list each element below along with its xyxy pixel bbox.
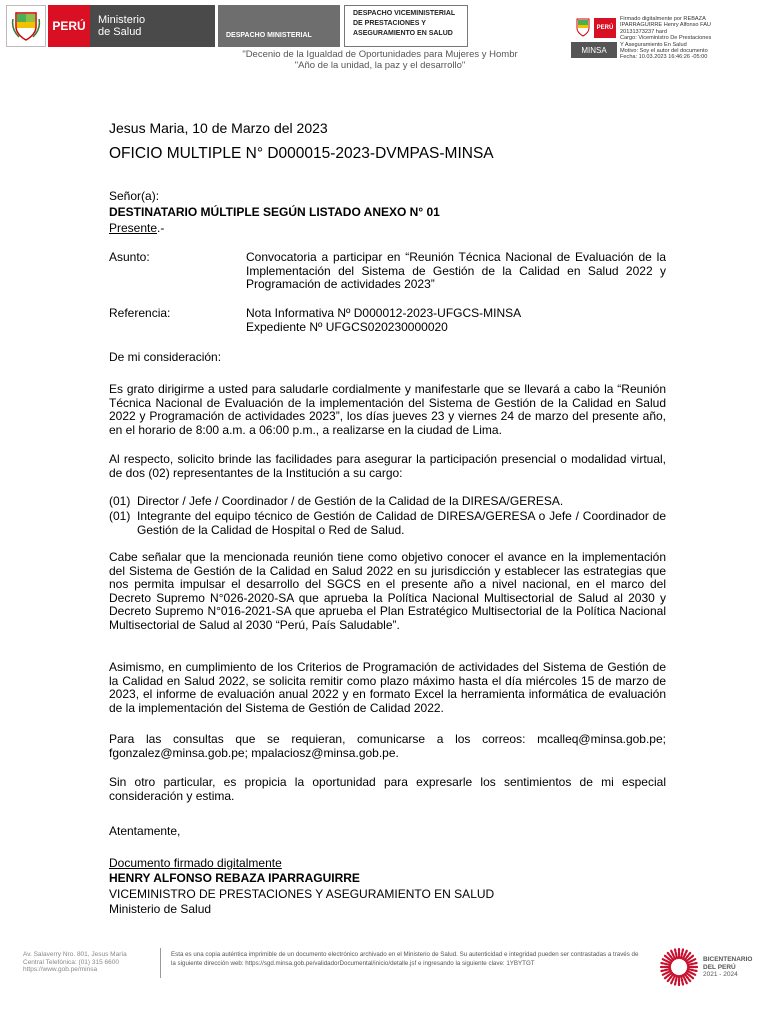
signature-line: Fecha: 10.03.2023 16:46:26 -05:00	[620, 54, 708, 61]
list-item-text: Integrante del equipo técnico de Gestión de Calidad de DIRESA/GERESA o Jefe / Coordinador de Gestión de la Calidad de Hospital o Red de Salud.	[137, 509, 666, 537]
presente-line	[109, 222, 164, 236]
referencia-line2: Expediente Nº UFGCS020230000020	[246, 320, 448, 334]
presente-suffix: .-	[157, 221, 165, 235]
signature-minsa-label: MINSA	[571, 42, 617, 58]
signature-peru-label: PERÚ	[594, 18, 616, 38]
closing: Atentamente,	[109, 824, 181, 838]
signature-details	[620, 16, 768, 61]
signature-line: IPARRAGUIRRE Henry Alfonso FAU	[620, 22, 711, 29]
salutation-senor: Señor(a):	[109, 189, 160, 203]
letter-date: Jesus Maria, 10 de Marzo del 2023	[109, 120, 328, 136]
paragraph-4: Asimismo, en cumplimiento de los Criterios de Programación de actividades del Sistema de Gestión de la Calidad en Salud 2022, se solicita remitir como plazo máximo hasta el día miércoles 15 de marzo de 2023, el informe de evaluación anual 2022 y en formato Excel la herramienta informática de evaluación de la implementación del Sistema de Gestión de Calidad 2022.	[109, 660, 666, 715]
signature-line: 20131373237 hard	[620, 28, 667, 35]
referencia-line1: Nota Informativa Nº D000012-2023-UFGCS-MINSA	[246, 306, 522, 320]
asunto-text: Convocatoria a participar en “Reunión Técnica Nacional de Evaluación de la Implementación del Sistema de Gestión de la Calidad en Salud 2022 y Programación de actividades 2023”	[246, 250, 666, 291]
signature-line: Cargo: Viceministro De Prestaciones	[620, 35, 712, 42]
despacho-viceministerial-label	[344, 5, 468, 47]
bicentenario-logo-icon	[658, 946, 700, 988]
list-item-num: (01)	[109, 494, 131, 508]
paragraph-1: Es grato dirigirme a usted para saludarle cordialmente y manifestarle que se llevará a cabo la “Reunión Técnica Nacional de Evaluación de la implementación del Sistema de Gestión de la Calidad en Salud 2022 y Programación de actividades 2023”, los días jueves 23 y viernes 24 de marzo del presente año, en el horario de 8:00 a.m. a 06:00 p.m., a realizarse en la ciudad de Lima.	[109, 382, 666, 437]
coat-of-arms-icon	[6, 5, 46, 47]
asunto-label: Asunto:	[109, 250, 150, 264]
decenio-line: "Decenio de la Igualdad de Oportunidades para Mujeres y Hombr	[242, 49, 518, 60]
anio-line: "Año de la unidad, la paz y el desarrollo"	[294, 60, 466, 71]
vice-line1: DESPACHO VICEMINISTERIAL	[353, 10, 456, 17]
footer-addr-line: Central Telefónica: (01) 315 6600	[23, 958, 119, 966]
referencia-label: Referencia:	[109, 306, 171, 320]
vice-line2: DE PRESTACIONES Y	[353, 20, 426, 27]
recipient: DESTINATARIO MÚLTIPLE SEGÚN LISTADO ANEXO N° 01	[109, 205, 440, 219]
footer-addr-line: Av. Salaverry Nro. 801, Jesus María	[23, 951, 127, 958]
footer-authenticity-note: Esta es una copia auténtica imprimible de un documento electrónico archivado en el Ministerio de Salud. Su autenticidad e integridad pueden ser contrastadas a través de la siguiente dirección web: https://sgd.minsa.gob.pe/validadorDocumental/inicio/detalle.jsf e ingresando la siguiente clave: 1YBYTGT	[171, 951, 639, 967]
ministerio-line1: Ministerio	[98, 14, 146, 26]
presente-word: Presente	[109, 221, 158, 235]
signature-line: Motivo: Soy el autor del documento	[620, 48, 708, 55]
bicent-line: 2021 - 2024	[703, 971, 738, 978]
digital-signature-note: Documento firmado digitalmente	[109, 856, 282, 870]
paragraph-5: Para las consultas que se requieran, comunicarse a los correos: mcalleq@minsa.gob.pe; fgonzalez@minsa.gob.pe; mpalaciosz@minsa.gob.pe.	[109, 732, 666, 760]
oficio-title: OFICIO MULTIPLE N° D000015-2023-DVMPAS-MINSA	[109, 145, 494, 162]
peru-label: PERÚ	[48, 5, 90, 47]
ministerio-label	[90, 5, 215, 47]
bicentenario-label	[703, 956, 752, 979]
ministerio-line2: de Salud	[98, 26, 142, 38]
despacho-ministerial-label: DESPACHO MINISTERIAL	[218, 5, 340, 47]
signature-seal-icon	[574, 17, 592, 37]
footer-website-link[interactable]: https://www.gob.pe/minsa	[23, 966, 98, 973]
signature-line: Y Aseguramiento En Salud	[620, 41, 687, 48]
consideracion: De mi consideración:	[109, 350, 222, 364]
footer-address	[23, 951, 153, 974]
signature-line: Firmado digitalmente por REBAZA	[620, 16, 706, 22]
decenio-motto	[180, 49, 580, 71]
vice-line3: ASEGURAMIENTO EN SALUD	[353, 30, 453, 37]
paragraph-6: Sin otro particular, es propicia la oportunidad para expresarle los sentimientos de mi especial consideración y estima.	[109, 775, 666, 803]
signer-institution: Ministerio de Salud	[109, 902, 212, 916]
paragraph-3: Cabe señalar que la mencionada reunión tiene como objetivo conocer el avance en la implementación del Sistema de Gestión de la Calidad en Salud 2022 en su jurisdicción y establecer las estrategias que nos permita impulsar el desarrollo del SGCS en el presente año a nivel nacional, en el marco del Decreto Supremo N°026-2020-SA que aprueba la Política Nacional Multisectorial de Salud al 2030 y Decreto Supremo N°016-2021-SA que aprueba el Plan Estratégico Multisectorial de la Política Nacional Multisectorial de Salud al 2030 “Perú, País Saludable”.	[109, 550, 666, 632]
list-item-text: Director / Jefe / Coordinador / de Gestión de la Calidad de la DIRESA/GERESA.	[137, 494, 564, 508]
signer-title: VICEMINISTRO DE PRESTACIONES Y ASEGURAMIENTO EN SALUD	[109, 887, 495, 901]
list-item-num: (01)	[109, 509, 131, 523]
bicent-line: BICENTENARIO	[703, 956, 753, 963]
bicent-line: DEL PERÚ	[703, 963, 736, 971]
signer-name: HENRY ALFONSO REBAZA IPARRAGUIRRE	[109, 871, 360, 885]
footer-divider	[160, 948, 161, 978]
paragraph-2: Al respecto, solicito brinde las facilidades para asegurar la participación presencial o modalidad virtual, de dos (02) representantes de la Institución a su cargo:	[109, 452, 666, 480]
